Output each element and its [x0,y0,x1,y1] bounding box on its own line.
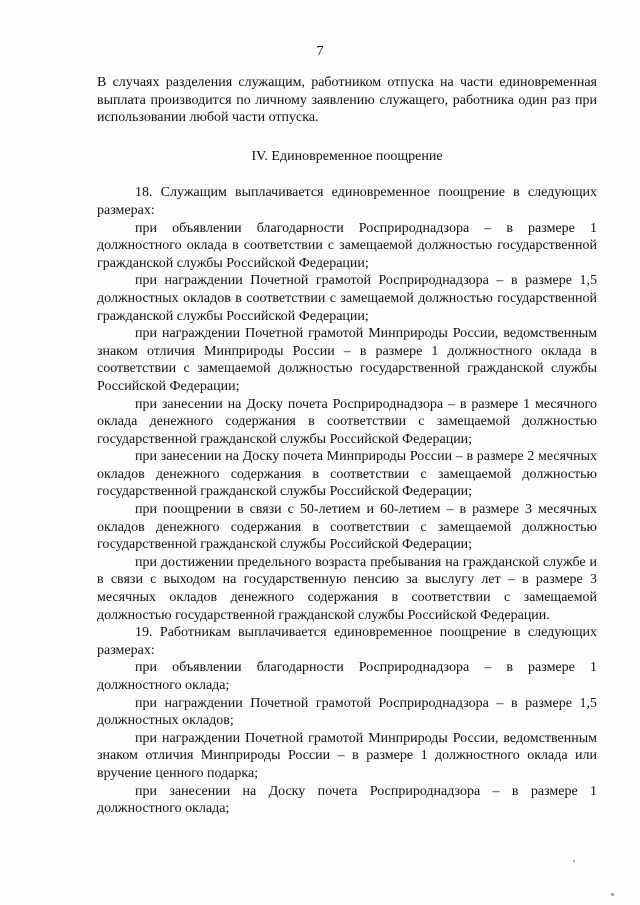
scan-speck [611,893,614,896]
page-number: 7 [316,44,324,59]
list-item: при награждении Почетной грамотой Минприроды России, ведомственным знаком отличия Минприроды России – в размере 1 должностного оклада в соответствии с замещаемой должностью государственной гражданской службы Российской Федерации; [97,326,597,394]
paragraph-18: 18. Служащим выплачивается единовременное поощрение в следующих размерах: [97,185,597,218]
scan-speck [573,860,575,862]
list-item: при награждении Почетной грамотой Росприроднадзора – в размере 1,5 должностных окладов в соответствии с замещаемой должностью государственной гражданской службы Российской Федерации; [97,273,597,324]
section-title: IV. Единовременное поощрение [251,148,443,164]
list-item: при награждении Почетной грамотой Минприроды России, ведомственным знаком отличия Минприроды России – в размере 1 должностного оклада или вручение ценного подарка; [97,730,597,781]
list-item: при поощрении в связи с 50-летием и 60-летием – в размере 3 месячных окладов денежного содержания в соответствии с замещаемой должностью государственной гражданской службы Российской Федерации; [97,502,597,553]
list-item: при объявлении благодарности Росприроднадзора – в размере 1 должностного оклада в соответствии с замещаемой должностью государственной гражданской службы Российской Федерации; [97,220,597,271]
document-body [97,74,597,818]
list-item: при занесении на Доску почета Росприроднадзора – в размере 1 должностного оклада; [97,783,597,817]
paragraph-19: 19. Работникам выплачивается единовременное поощрение в следующих размерах: [97,625,597,658]
list-item: при занесении на Доску почета Росприроднадзора – в размере 1 месячного оклада денежного содержания в соответствии с замещаемой должностью государственной гражданской службы Российской Федерации; [97,396,597,447]
list-item: при достижении предельного возраста пребывания на гражданской службе и в связи с выходом на государственную пенсию за выслугу лет – в размере 3 месячных окладов денежного содержания в соответствии с замещаемой должностью государственной гражданской службы Российской Федерации. [97,554,597,623]
list-item: при занесении на Доску почета Минприроды России – в размере 2 месячных окладов денежного содержания в соответствии с замещаемой должностью государственной гражданской службы Российской Федерации; [97,449,597,500]
intro-paragraph: В случаях разделения служащим, работником отпуска на части единовременная выплата производится по личному заявлению служащего, работника один раз при использовании любой части отпуска. [97,75,597,126]
list-item: при объявлении благодарности Росприроднадзора – в размере 1 должностного оклада; [97,660,597,693]
list-item: при награждении Почетной грамотой Росприроднадзора – в размере 1,5 должностных окладов; [97,695,597,729]
